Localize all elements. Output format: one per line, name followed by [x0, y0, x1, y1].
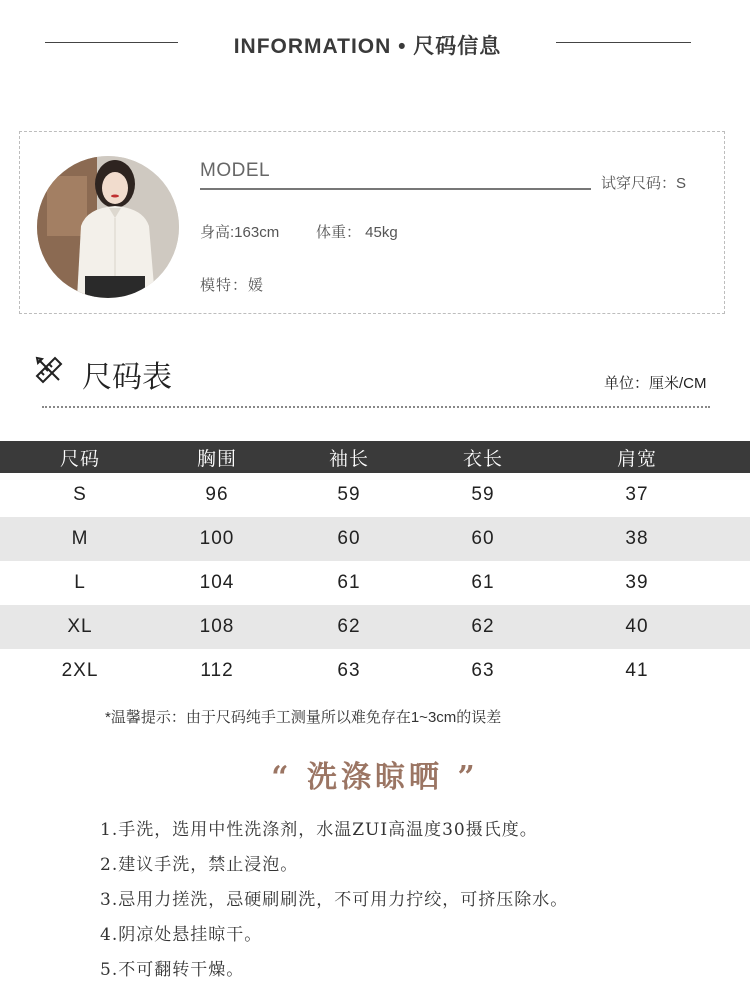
- list-item: 1.手洗，选用中性洗涤剂，水温ZUI高温度30摄氏度。: [100, 820, 538, 840]
- model-label-underline: [200, 188, 591, 190]
- try-size: 试穿尺码：S: [601, 175, 687, 192]
- size-chart-title: 尺码表: [82, 361, 172, 394]
- model-height: 身高:163cm: [200, 224, 280, 241]
- ruler-pencil-icon: [33, 354, 65, 386]
- table-cell: 2XL: [61, 660, 99, 681]
- list-item: 2.建议手洗，禁止浸泡。: [100, 855, 299, 875]
- column-header: 尺码: [59, 448, 100, 470]
- dotted-divider: [42, 406, 710, 408]
- table-row: [0, 517, 750, 561]
- size-chart-unit: 单位：厘米/CM: [604, 375, 707, 392]
- table-row: [0, 561, 750, 605]
- table-row: [0, 473, 750, 517]
- table-cell: 59: [337, 484, 361, 505]
- table-cell: 61: [471, 572, 495, 593]
- table-cell: 108: [199, 616, 235, 637]
- model-info-card: [19, 131, 725, 314]
- table-cell: 40: [625, 616, 649, 637]
- table-cell: 63: [337, 660, 361, 681]
- column-header: 袖长: [328, 448, 369, 470]
- model-label: MODEL: [200, 160, 271, 181]
- washing-title: “ 洗涤晾晒 ”: [271, 760, 479, 795]
- size-note: *温馨提示：由于尺码纯手工测量所以难免存在1~3cm的误差: [105, 709, 502, 726]
- table-row: [0, 649, 750, 693]
- table-cell: 39: [625, 572, 649, 593]
- list-item: 3.忌用力搓洗，忌硬刷刷洗，不可用力拧绞，可挤压除水。: [100, 890, 569, 910]
- table-cell: 100: [199, 528, 235, 549]
- table-cell: 112: [200, 660, 234, 681]
- table-cell: 96: [205, 484, 229, 505]
- list-item: 5.不可翻转干燥。: [100, 960, 245, 980]
- table-cell: 60: [471, 528, 495, 549]
- model-avatar: [37, 156, 179, 298]
- section-header: [0, 28, 750, 58]
- table-header-row: [0, 441, 750, 473]
- table-cell: 60: [337, 528, 361, 549]
- size-table: [0, 441, 750, 693]
- table-cell: 63: [471, 660, 495, 681]
- list-item: 4.阴凉处悬挂晾干。: [100, 925, 263, 945]
- table-cell: 62: [337, 616, 361, 637]
- header-divider-right: [556, 42, 691, 43]
- table-cell: S: [73, 484, 87, 505]
- table-cell: M: [71, 528, 89, 549]
- table-cell: XL: [67, 616, 93, 637]
- column-header: 肩宽: [616, 448, 657, 470]
- column-header: 胸围: [196, 448, 237, 470]
- table-row: [0, 605, 750, 649]
- table-cell: 62: [471, 616, 495, 637]
- table-cell: 41: [625, 660, 649, 681]
- header-divider-left: [45, 42, 178, 43]
- table-cell: L: [74, 572, 86, 593]
- header-title: INFORMATION • 尺码信息: [233, 35, 502, 58]
- table-cell: 38: [625, 528, 649, 549]
- table-cell: 104: [199, 572, 235, 593]
- table-cell: 37: [625, 484, 649, 505]
- column-header: 衣长: [462, 448, 503, 470]
- table-cell: 61: [337, 572, 361, 593]
- washing-instructions: [100, 816, 568, 991]
- table-cell: 59: [471, 484, 495, 505]
- model-name: 模特：媛: [200, 277, 265, 294]
- model-weight: 体重： 45kg: [316, 224, 398, 241]
